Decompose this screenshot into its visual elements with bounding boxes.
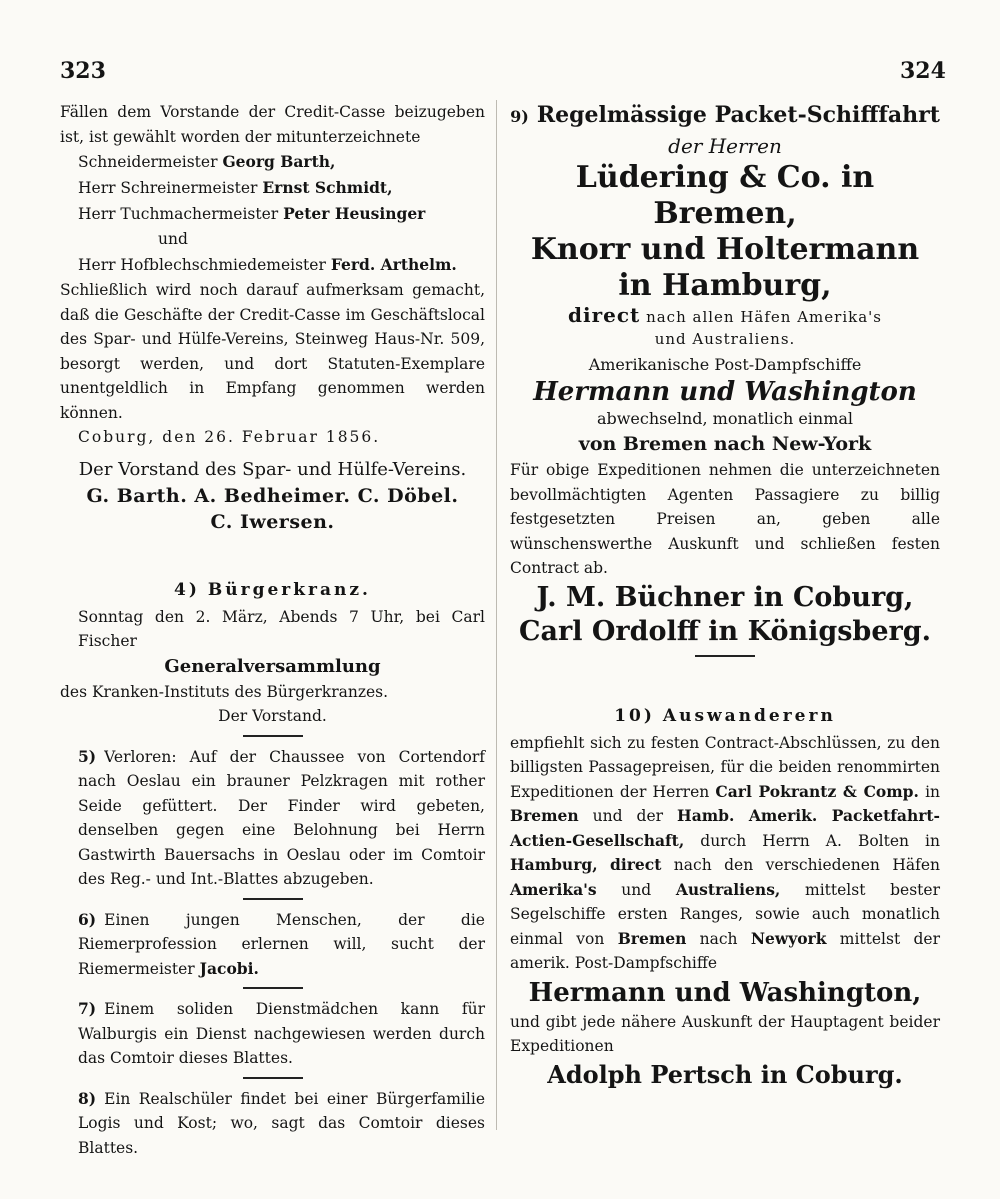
emphasis-text: Australiens, [675,879,781,899]
body-text: nach [686,929,751,948]
post-steamers: Amerikanische Post-Dampfschiffe [588,355,862,374]
emphasis-text: Amerika's [510,879,597,899]
body-text [598,856,610,874]
name-line: Herr Hofblechschmiedemeister Ferd. Arthelm. [78,255,457,274]
page-number-left: 323 [60,58,106,84]
section-4-sign: Der Vorstand. [218,707,327,725]
emphasis-text: direct [610,855,662,874]
credit-casse-intro: Fällen dem Vorstande der Credit-Casse beizugeben ist, ist gewählt worden der mitunterzeichnete [60,103,485,146]
section-4-bold: Generalversammlung [164,655,381,677]
section-10-body [510,731,940,976]
section-4-heading: 4) Bürgerkranz. [174,579,371,600]
body-text: nach den verschiedenen Häfen [661,856,940,874]
firm-line-2: Knorr und Holtermann [530,232,920,267]
name-line: Schneidermeister Georg Barth, [78,152,336,171]
separator-rule [243,898,303,900]
name-line: und [158,230,188,248]
route-line-1: direct nach allen Häfen Amerika's [568,303,882,327]
board-signatures-2: C. Iwersen. [210,510,335,533]
agent-pertsch: Adolph Pertsch in Coburg. [547,1059,903,1089]
section-8: 8) Ein Realschüler findet bei einer Bürgerfamilie Logis und Kost; wo, sagt das Comtoir dieses Blattes. [78,1088,485,1157]
section-7: 7) Einem soliden Dienstmädchen kann für Walburgis ein Dienst nachgewiesen werden durch das Comtoir dieses Blattes. [78,999,485,1067]
emphasis-text: Hamburg, [510,855,598,874]
right-column [510,100,940,1091]
firm-line-1: Lüdering & Co. in Bremen, [575,160,875,231]
section-4-text-2: des Kranken-Instituts des Bürgerkranzes. [60,682,389,701]
route-line-2: und Australiens. [654,330,796,348]
body-text: und [596,880,676,899]
body-text: mittelst bester Segelschiffe ersten Ranges, sowie auch monatlich einmal von [510,880,940,948]
emphasis-text: Newyork [750,928,827,948]
body-text: durch Herrn A. Bolten in [684,831,940,850]
monthly-line: abwechselnd, monatlich einmal [596,409,854,428]
body-text: mittelst der amerik. Post-Dampfschiffe [510,929,940,972]
emphasis-text: Bremen [510,806,579,825]
separator-rule [243,1077,303,1079]
body-text: und der [578,807,678,825]
emphasis-text: Carl Pokrantz & Comp. [715,781,919,801]
board-title: Der Vorstand des Spar- und Hülfe-Vereins. [78,458,467,480]
section-10-ships: Hermann und Washington, [528,977,922,1008]
section-4-text: Sonntag den 2. März, Abends 7 Uhr, bei Carl Fischer [78,607,485,650]
emphasis-text: Bremen [617,928,687,948]
body-text: in [918,782,941,801]
agent-ordolff: Carl Ordolff in Königsberg. [518,615,931,647]
section-5: 5) Verloren: Auf der Chaussee von Cortendorf nach Oeslau ein brauner Pelzkragen mit rother Seide gefüttert. Der Finder wird gebeten, denselben gegen eine Belohnung bei Herrn Gastwirth Bauersachs in Oeslau oder im Comtoir des Reg.- und Int.-Blattes abzugeben. [78,746,485,888]
ship-names: Hermann und Washington [533,377,917,407]
separator-rule [243,987,303,989]
left-column [60,100,485,1160]
separator-rule [695,655,755,657]
name-line: Herr Schreinermeister Ernst Schmidt, [78,178,393,197]
notice-date: Coburg, den 26. Februar 1856. [78,428,381,446]
board-names [60,149,485,278]
column-divider [496,100,497,1130]
firm-line-3: in Hamburg, [618,268,832,303]
body-text: empfiehlt sich zu festen Contract-Abschlüssen, zu den billigsten Passagepreisen, für die beiden renommirten Expeditionen der Herren [510,733,940,801]
section-6: 6) Einen jungen Menschen, der die Riemerprofession erlernen will, sucht der Riemermeister Jacobi. [78,909,485,978]
page-number-right: 324 [900,58,946,84]
separator-rule [243,735,303,737]
agent-buechner: J. M. Büchner in Coburg, [536,581,914,613]
bremen-newyork: von Bremen nach New-York [578,433,872,455]
credit-casse-notice: Schließlich wird noch darauf aufmerksam gemacht, daß die Geschäfte der Credit-Casse im Geschäftslocal des Spar- und Hülfe-Vereins, Steinweg Haus-Nr. 509, besorgt werden, und dort Statuten-Exemplare unentgeldlich in Empfang genommen werden können. [60,281,485,422]
name-line: Herr Tuchmachermeister Peter Heusinger [78,204,426,223]
board-signatures: G. Barth. A. Bedheimer. C. Döbel. [86,484,459,507]
section-9-der: der Herren [668,134,782,158]
section-10-heading: 10) Auswanderern [614,705,836,726]
section-10-tail: und gibt jede nähere Auskunft der Hauptagent beider Expeditionen [510,1012,940,1055]
section-9-body: Für obige Expeditionen nehmen die unterzeichneten bevollmächtigten Agenten Passagiere zu billig festgesetzten Preisen an, geben alle wünschenswerthe Auskunft und schließen festen Contract ab. [510,461,940,577]
emphasis-text: Hamb. Amerik. Packetfahrt-Actien-Gesellschaft, [510,806,940,850]
section-9-title: 9) Regelmässige Packet-Schifffahrt [510,102,940,128]
